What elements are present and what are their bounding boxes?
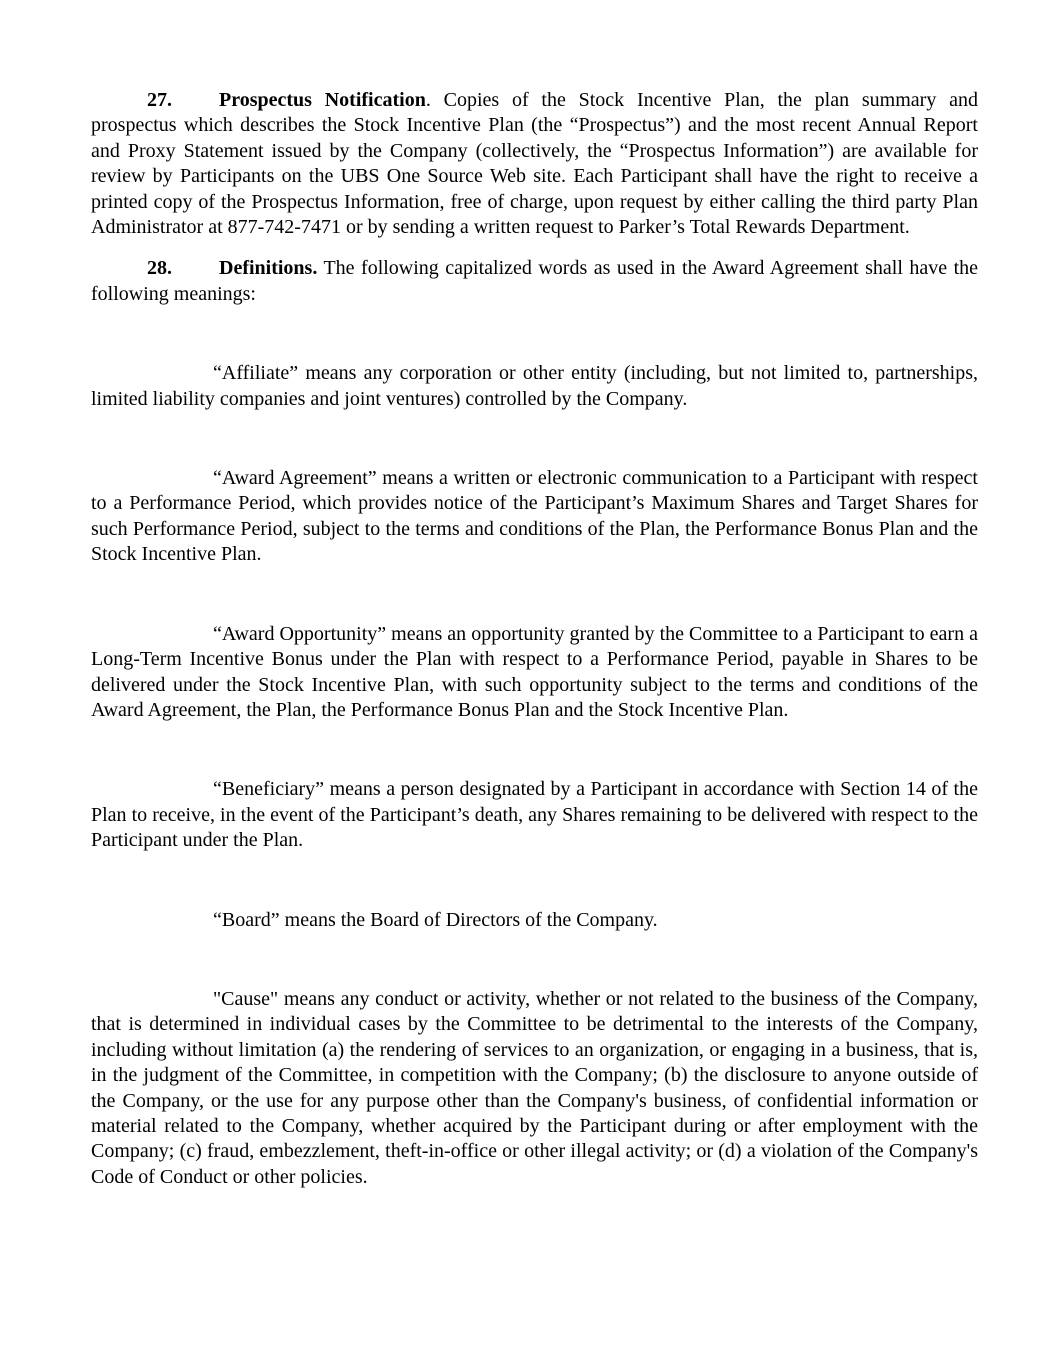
- paragraph-28-number: 28.: [147, 257, 172, 280]
- definition-award-agreement: “Award Agreement” means a written or electronic communication to a Participant with respect to a Performance Period, which provides notice of the Participant’s Maximum Shares and Target Shares for such Performance Period, subject to the terms and conditions of the Plan, the Performance Bonus Plan and the Stock Incentive Plan.: [91, 467, 978, 566]
- paragraph-28-title: Definitions.: [219, 257, 318, 280]
- paragraph-27-prospectus-notification: [91, 88, 978, 240]
- definition-award-opportunity: “Award Opportunity” means an opportunity granted by the Committee to a Participant to earn a Long-Term Incentive Bonus under the Plan with respect to a Performance Period, payable in Shares to be delivered under the Stock Incentive Plan, with such opportunity subject to the terms and conditions of the Award Agreement, the Plan, the Performance Bonus Plan and the Stock Incentive Plan.: [91, 622, 978, 721]
- paragraph-27-body: Copies of the Stock Incentive Plan, the plan summary and prospectus which describes the Stock Incentive Plan (the “Prospectus”) and the most recent Annual Report and Proxy Statement issued by the Company (collectively, the “Prospectus Information”) are available for review by Participants on the UBS One Source Web site. Each Participant shall have the right to receive a printed copy of the Prospectus Information, free of charge, upon request by either calling the third party Plan Administrator at 877-742-7471 or by sending a written request to Parker’s Total Rewards Department.: [91, 89, 978, 239]
- paragraph-28-definitions: [91, 256, 978, 307]
- paragraph-27-title-period: .: [425, 89, 431, 111]
- paragraph-28-body: The following capitalized words as used in the Award Agreement shall have the following meanings:: [91, 257, 979, 305]
- paragraph-27-number: 27.: [147, 89, 172, 111]
- definition-board: “Board” means the Board of Directors of the Company.: [213, 908, 658, 931]
- paragraph-27-title: Prospectus Notification: [219, 89, 426, 111]
- definition-affiliate: “Affiliate” means any corporation or other entity (including, but not limited to, partnerships, limited liability companies and joint ventures) controlled by the Company.: [91, 362, 978, 410]
- definition-beneficiary: “Beneficiary” means a person designated by a Participant in accordance with Section 14 of the Plan to receive, in the event of the Participant’s death, any Shares remaining to be delivered with respect to the Participant under the Plan.: [91, 778, 978, 852]
- definition-cause: "Cause" means any conduct or activity, whether or not related to the business of the Company, that is determined in individual cases by the Committee to be detrimental to the interests of the Company, including without limitation (a) the rendering of services to an organization, or engaging in a business, that is, in the judgment of the Committee, in competition with the Company; (b) the disclosure to anyone outside of the Company, or the use for any purpose other than the Company's business, of confidential information or material related to the Company, whether acquired by the Participant during or after employment with the Company; (c) fraud, embezzlement, theft-in-office or other illegal activity; or (d) a violation of the Company's Code of Conduct or other policies.: [91, 987, 978, 1188]
